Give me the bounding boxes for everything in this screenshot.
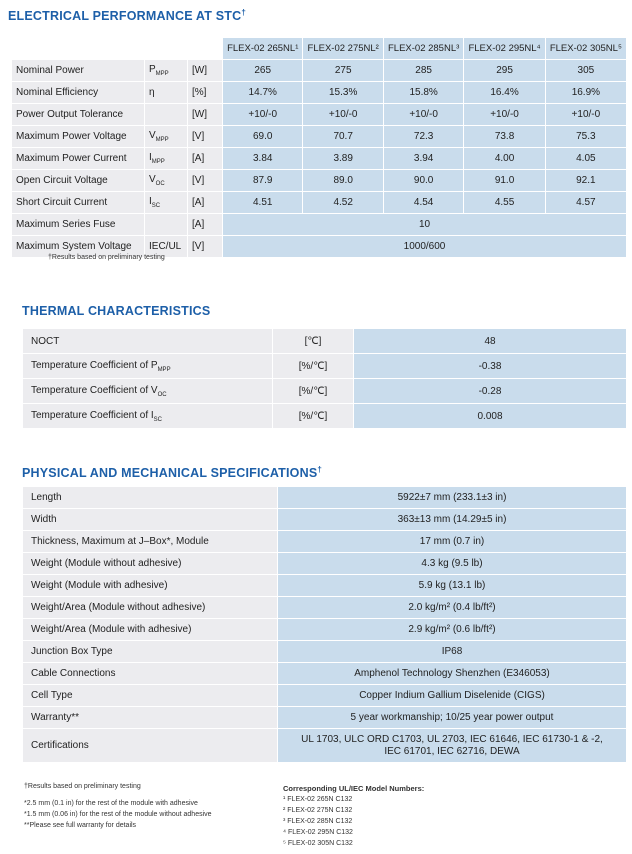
param-value: 15.3%	[303, 82, 382, 103]
symbol-sub: MPP	[151, 159, 165, 165]
symbol-text: I	[149, 152, 152, 163]
thermal-label-text: Temperature Coefficient of V	[31, 384, 158, 396]
param-value: 285	[384, 60, 463, 81]
electrical-row	[12, 104, 626, 125]
electrical-header-row	[12, 38, 626, 59]
thermal-row	[23, 329, 626, 353]
param-unit: [V]	[188, 236, 222, 257]
electrical-row	[12, 126, 626, 147]
symbol-text: V	[149, 130, 156, 141]
param-value: 275	[303, 60, 382, 81]
thermal-unit: [%/℃]	[273, 379, 353, 403]
param-value: 1000/600	[223, 236, 626, 257]
physical-label: Warranty**	[23, 707, 277, 728]
physical-label: Weight (Module with adhesive)	[23, 575, 277, 596]
param-value: 92.1	[546, 170, 626, 191]
param-value: 265	[223, 60, 302, 81]
thermal-label-sub: MPP	[157, 366, 171, 373]
param-symbol	[145, 104, 187, 125]
thermal-unit: [%/℃]	[273, 354, 353, 378]
thermal-row	[23, 404, 626, 428]
thermal-label-text: Temperature Coefficient of P	[31, 359, 158, 371]
physical-label: Weight (Module without adhesive)	[23, 553, 277, 574]
param-value: 89.0	[303, 170, 382, 191]
param-value: 10	[223, 214, 626, 235]
param-value: 16.4%	[464, 82, 544, 103]
electrical-row	[12, 192, 626, 213]
thermal-row	[23, 379, 626, 403]
physical-value: 2.9 kg/m² (0.6 lb/ft²)	[278, 619, 626, 640]
param-label: Maximum Series Fuse	[12, 214, 144, 235]
param-unit: [A]	[188, 214, 222, 235]
param-value: 4.00	[464, 148, 544, 169]
param-unit: [W]	[188, 60, 222, 81]
param-value: +10/-0	[464, 104, 544, 125]
electrical-table	[11, 37, 627, 258]
param-value: +10/-0	[546, 104, 626, 125]
physical-row	[23, 685, 626, 706]
corr-model-1: ¹ FLEX-02 265N C132	[283, 796, 353, 803]
physical-value: 17 mm (0.7 in)	[278, 531, 626, 552]
param-label: Short Circuit Current	[12, 192, 144, 213]
param-label: Open Circuit Voltage	[12, 170, 144, 191]
param-label: Maximum System Voltage	[12, 236, 144, 257]
physical-label: Weight/Area (Module with adhesive)	[23, 619, 277, 640]
symbol-sub: OC	[155, 181, 165, 187]
physical-value: Amphenol Technology Shenzhen (E346053)	[278, 663, 626, 684]
param-value: 70.7	[303, 126, 382, 147]
electrical-row	[12, 60, 626, 81]
thermal-title: THERMAL CHARACTERISTICS	[22, 304, 211, 318]
physical-label: Cell Type	[23, 685, 277, 706]
thermal-value: -0.28	[354, 379, 626, 403]
thermal-value: -0.38	[354, 354, 626, 378]
model-header: FLEX-02 285NL³	[384, 38, 463, 59]
symbol-sub: SC	[151, 203, 161, 209]
physical-label: Weight/Area (Module without adhesive)	[23, 597, 277, 618]
param-value: 4.05	[546, 148, 626, 169]
param-value: 4.52	[303, 192, 382, 213]
physical-row	[23, 597, 626, 618]
footnote-star2: *1.5 mm (0.06 in) for the rest of the module without adhesive	[24, 811, 212, 818]
param-value: 14.7%	[223, 82, 302, 103]
param-label: Maximum Power Current	[12, 148, 144, 169]
param-value: 69.0	[223, 126, 302, 147]
param-value: 75.3	[546, 126, 626, 147]
corr-model-3: ³ FLEX-02 285N C132	[283, 818, 353, 825]
param-value: 4.55	[464, 192, 544, 213]
physical-table	[22, 486, 627, 763]
footnote-star3: **Please see full warranty for details	[24, 822, 137, 829]
param-value: +10/-0	[223, 104, 302, 125]
param-label: Nominal Efficiency	[12, 82, 144, 103]
symbol-text: I	[149, 196, 152, 207]
physical-title-text: PHYSICAL AND MECHANICAL SPECIFICATIONS	[22, 466, 318, 481]
thermal-label-sub: OC	[157, 391, 167, 398]
param-value: 90.0	[384, 170, 463, 191]
symbol-text: V	[149, 174, 156, 185]
physical-title	[22, 465, 322, 480]
physical-label: Width	[23, 509, 277, 530]
physical-title-mark: †	[317, 465, 323, 474]
symbol-text: η	[149, 87, 155, 98]
param-value: 295	[464, 60, 544, 81]
model-header: FLEX-02 295NL⁴	[464, 38, 544, 59]
physical-value: 2.0 kg/m² (0.4 lb/ft²)	[278, 597, 626, 618]
param-label: Nominal Power	[12, 60, 144, 81]
param-symbol	[145, 170, 187, 191]
thermal-value: 0.008	[354, 404, 626, 428]
physical-value: 363±13 mm (14.29±5 in)	[278, 509, 626, 530]
param-label: Maximum Power Voltage	[12, 126, 144, 147]
model-header: FLEX-02 275NL²	[303, 38, 382, 59]
thermal-row	[23, 354, 626, 378]
thermal-label	[23, 329, 272, 353]
physical-value: 5 year workmanship; 10/25 year power output	[278, 707, 626, 728]
model-header: FLEX-02 265NL¹	[223, 38, 302, 59]
physical-row	[23, 707, 626, 728]
physical-label: Thickness, Maximum at J–Box*, Module	[23, 531, 277, 552]
thermal-unit: [%/℃]	[273, 404, 353, 428]
corr-model-4: ⁴ FLEX-02 295N C132	[283, 829, 353, 836]
param-value: 3.89	[303, 148, 382, 169]
physical-value: 4.3 kg (9.5 lb)	[278, 553, 626, 574]
physical-label: Cable Connections	[23, 663, 277, 684]
symbol-sub: MPP	[155, 137, 169, 143]
cert-value	[278, 729, 626, 762]
param-unit: [V]	[188, 126, 222, 147]
cert-row	[23, 729, 626, 762]
param-value: 305	[546, 60, 626, 81]
footnote-prelim: †Results based on preliminary testing	[24, 783, 141, 790]
cert-label: Certifications	[23, 729, 277, 762]
thermal-label	[23, 404, 272, 428]
symbol-sub: MPP	[155, 71, 169, 77]
thermal-label-text: NOCT	[31, 335, 60, 347]
param-value: 3.94	[384, 148, 463, 169]
param-unit: [A]	[188, 148, 222, 169]
param-value: 73.8	[464, 126, 544, 147]
physical-row	[23, 619, 626, 640]
physical-value: 5922±7 mm (233.1±3 in)	[278, 487, 626, 508]
physical-row	[23, 641, 626, 662]
symbol-text: P	[149, 64, 156, 75]
param-value: 91.0	[464, 170, 544, 191]
cert-line-2: IEC 61701, IEC 62716, DEWA	[384, 745, 520, 757]
electrical-title	[8, 8, 246, 23]
thermal-unit: [℃]	[273, 329, 353, 353]
electrical-title-mark: †	[241, 8, 247, 17]
param-unit: [V]	[188, 170, 222, 191]
corr-model-2: ² FLEX-02 275N C132	[283, 807, 353, 814]
param-value: 4.57	[546, 192, 626, 213]
param-unit: [A]	[188, 192, 222, 213]
electrical-note: †Results based on preliminary testing	[48, 254, 165, 261]
thermal-label	[23, 354, 272, 378]
physical-row	[23, 553, 626, 574]
param-value: 72.3	[384, 126, 463, 147]
param-symbol	[145, 82, 187, 103]
param-label: Power Output Tolerance	[12, 104, 144, 125]
physical-row	[23, 509, 626, 530]
param-value: 4.54	[384, 192, 463, 213]
param-unit: [W]	[188, 104, 222, 125]
physical-label: Length	[23, 487, 277, 508]
electrical-row	[12, 170, 626, 191]
param-symbol: IEC/UL	[145, 236, 187, 257]
physical-label: Junction Box Type	[23, 641, 277, 662]
thermal-value: 48	[354, 329, 626, 353]
electrical-row	[12, 82, 626, 103]
param-symbol	[145, 192, 187, 213]
thermal-label	[23, 379, 272, 403]
thermal-label-text: Temperature Coefficient of I	[31, 409, 154, 421]
electrical-span-row	[12, 214, 626, 235]
param-value: 3.84	[223, 148, 302, 169]
thermal-label-sub: SC	[153, 416, 162, 423]
cert-line-1: UL 1703, ULC ORD C1703, UL 2703, IEC 61646, IEC 61730-1 & -2,	[301, 733, 603, 745]
param-value: 87.9	[223, 170, 302, 191]
param-value: 15.8%	[384, 82, 463, 103]
param-value: 4.51	[223, 192, 302, 213]
physical-value: Copper Indium Gallium Diselenide (CIGS)	[278, 685, 626, 706]
param-value: 16.9%	[546, 82, 626, 103]
param-value: +10/-0	[384, 104, 463, 125]
param-symbol	[145, 148, 187, 169]
physical-value: IP68	[278, 641, 626, 662]
corr-title: Corresponding UL/IEC Model Numbers:	[283, 784, 425, 793]
physical-row	[23, 531, 626, 552]
physical-row	[23, 575, 626, 596]
physical-row	[23, 663, 626, 684]
thermal-table	[22, 328, 627, 429]
param-symbol	[145, 126, 187, 147]
param-symbol	[145, 214, 187, 235]
param-value: +10/-0	[303, 104, 382, 125]
param-unit: [%]	[188, 82, 222, 103]
corr-model-5: ⁵ FLEX-02 305N C132	[283, 840, 353, 847]
model-header: FLEX-02 305NL⁵	[546, 38, 626, 59]
physical-row	[23, 487, 626, 508]
physical-value: 5.9 kg (13.1 lb)	[278, 575, 626, 596]
electrical-row	[12, 148, 626, 169]
electrical-title-text: ELECTRICAL PERFORMANCE AT STC	[8, 9, 242, 24]
footnote-star1: *2.5 mm (0.1 in) for the rest of the module with adhesive	[24, 800, 198, 807]
param-symbol	[145, 60, 187, 81]
